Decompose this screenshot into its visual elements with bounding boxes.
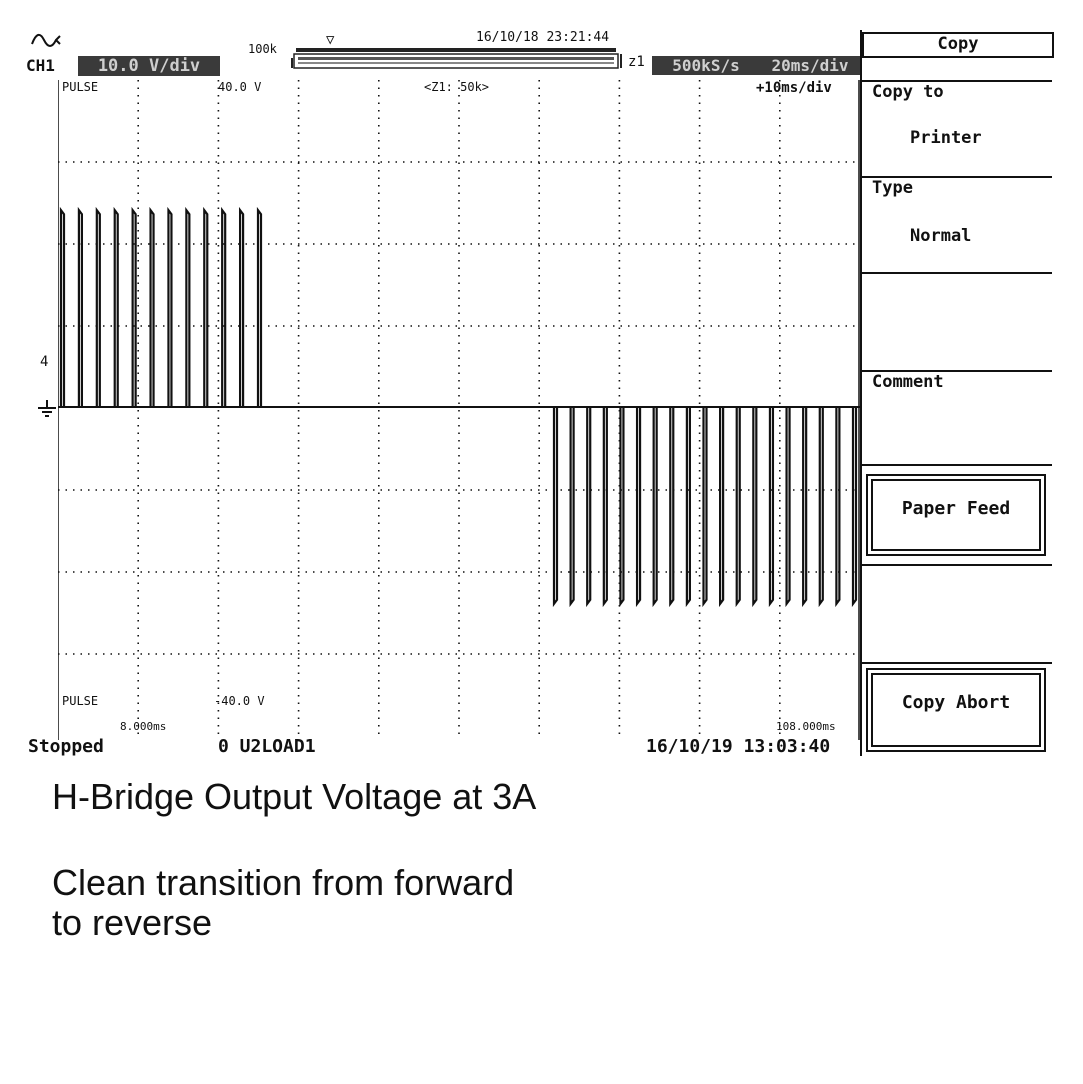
trace-label-bottom: PULSE xyxy=(62,694,99,708)
reverse-pulse xyxy=(753,407,756,604)
ground-icon xyxy=(36,398,58,420)
type-key[interactable] xyxy=(862,176,1052,272)
reverse-pulse xyxy=(803,407,806,604)
trace-top-voltage: 40.0 V xyxy=(218,80,262,94)
reverse-pulse xyxy=(853,407,856,604)
status-text: Stopped xyxy=(28,736,104,757)
forward-pulse xyxy=(151,210,154,407)
filename: 0 U2LOAD1 xyxy=(218,736,316,757)
reverse-pulse xyxy=(587,407,590,604)
paper-feed-label: Paper Feed xyxy=(901,498,1011,519)
forward-pulse xyxy=(258,210,261,407)
top-timestamp: 16/10/18 23:21:44 xyxy=(476,30,610,45)
trace-bottom-voltage: -40.0 V xyxy=(214,694,265,708)
menu-divider xyxy=(862,662,1052,664)
zoom-time-per-div: +10ms/div xyxy=(756,80,832,96)
paper-feed-button[interactable] xyxy=(866,474,1046,556)
caption-line-2: to reverse xyxy=(52,902,213,943)
reverse-pulse xyxy=(704,407,707,604)
menu-title[interactable] xyxy=(862,32,1054,58)
reverse-pulse xyxy=(687,407,690,604)
memory-length: 100k xyxy=(248,42,277,56)
memory-position-bar[interactable] xyxy=(290,46,624,72)
copy-to-key[interactable] xyxy=(862,80,1052,176)
copy-abort-label: Copy Abort xyxy=(901,692,1011,713)
reverse-pulse xyxy=(787,407,790,604)
level-marker: 4 xyxy=(40,354,49,370)
menu-divider xyxy=(862,272,1052,274)
forward-pulse xyxy=(61,210,64,407)
zoom-label: z1 xyxy=(628,54,645,70)
reverse-pulse xyxy=(571,407,574,604)
forward-pulse xyxy=(204,210,207,407)
reverse-pulse xyxy=(720,407,723,604)
menu-divider xyxy=(862,564,1052,566)
reverse-pulse xyxy=(604,407,607,604)
reverse-pulse xyxy=(670,407,673,604)
reverse-pulse xyxy=(737,407,740,604)
type-label: Type xyxy=(872,178,913,198)
copy-abort-button[interactable] xyxy=(866,668,1046,752)
reverse-pulse xyxy=(770,407,773,604)
sample-rate[interactable]: 500kS/s xyxy=(652,56,760,75)
reverse-pulse xyxy=(620,407,623,604)
forward-pulse xyxy=(186,210,189,407)
caption-title: H-Bridge Output Voltage at 3A xyxy=(52,776,537,817)
zoom-info: <Z1: 50k> xyxy=(424,80,490,94)
forward-pulse xyxy=(168,210,171,407)
end-time: 108.000ms xyxy=(776,720,836,733)
trace-label-top: PULSE xyxy=(62,80,99,94)
menu-title-label: Copy xyxy=(937,34,979,54)
reverse-pulse xyxy=(554,407,557,604)
forward-pulse xyxy=(115,210,118,407)
caption-line-1: Clean transition from forward xyxy=(52,862,515,903)
forward-pulse xyxy=(79,210,82,407)
channel-label: CH1 xyxy=(26,56,55,75)
type-value: Normal xyxy=(910,226,972,246)
copy-to-label: Copy to xyxy=(872,82,944,102)
forward-pulse xyxy=(240,210,243,407)
bottom-timestamp: 16/10/19 13:03:40 xyxy=(646,736,831,757)
reverse-pulse xyxy=(836,407,839,604)
time-per-div[interactable]: 20ms/div xyxy=(758,56,862,75)
comment-label: Comment xyxy=(872,372,944,392)
wave-icon xyxy=(30,30,66,50)
reverse-pulse xyxy=(820,407,823,604)
start-time: 8.000ms xyxy=(120,720,167,733)
reverse-pulse xyxy=(654,407,657,604)
scope-screen xyxy=(58,80,860,740)
copy-to-value: Printer xyxy=(910,128,982,148)
forward-pulse xyxy=(222,210,225,407)
forward-pulse xyxy=(97,210,100,407)
comment-key[interactable] xyxy=(862,370,1052,464)
menu-divider xyxy=(862,464,1052,466)
trigger-marker: ▽ xyxy=(326,32,335,48)
reverse-pulse xyxy=(637,407,640,604)
forward-pulse xyxy=(133,210,136,407)
volts-per-div[interactable]: 10.0 V/div xyxy=(78,56,220,76)
